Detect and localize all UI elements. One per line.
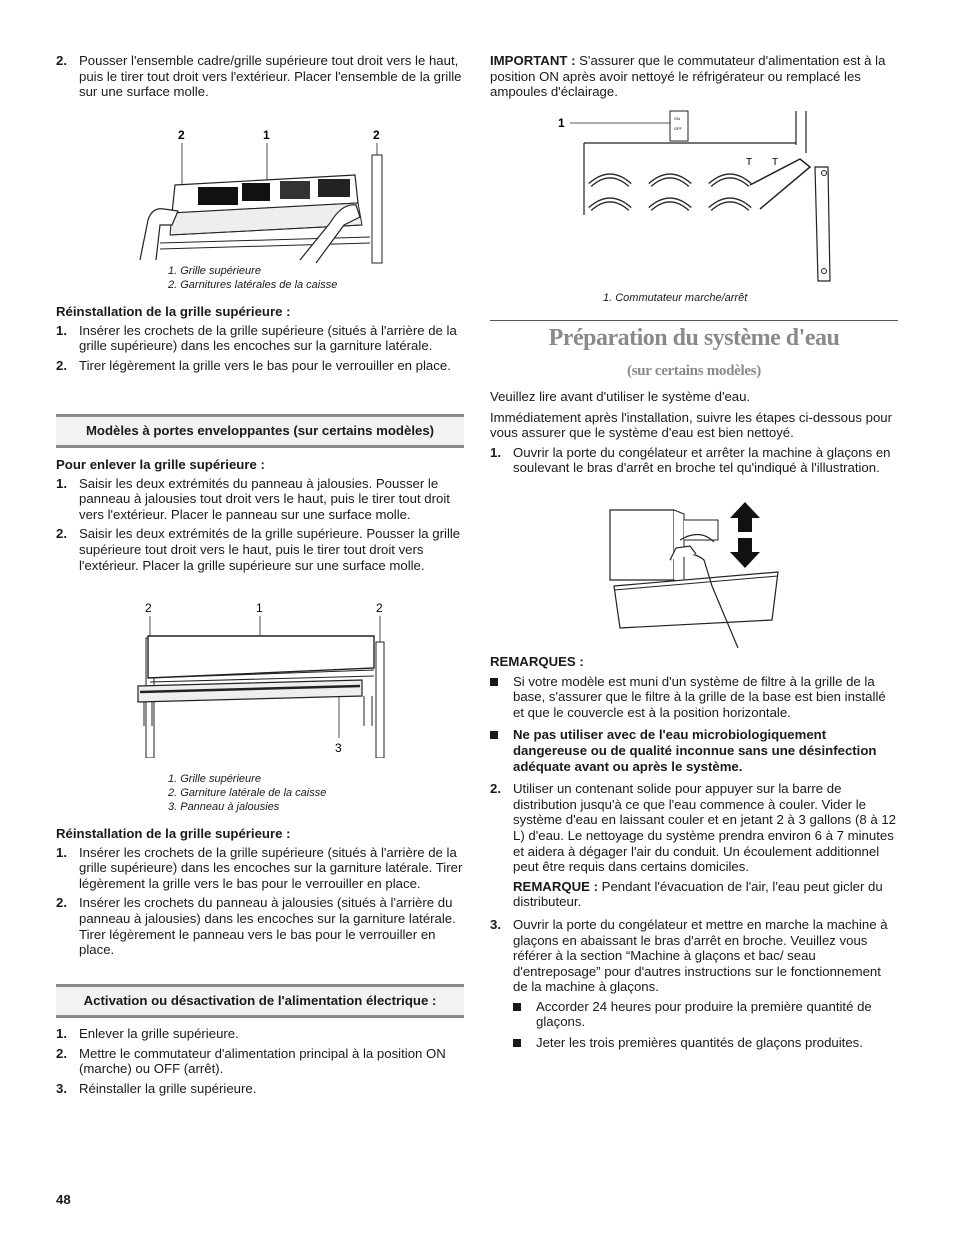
reinstall-heading-1: Réinstallation de la grille supérieure : [56,304,291,319]
fig3-switch-off: OFF [674,126,682,131]
remove-heading: Pour enlever la grille supérieure : [56,457,265,472]
bullet-icon [513,1003,521,1011]
important-note [490,53,898,100]
power-step-3: Réinstaller la grille supérieure. [79,1080,257,1096]
reinstall1-step-2: Tirer légèrement la grille vers le bas pour le verrouiller en place. [79,357,451,373]
step-push-assembly: 2. Pousser l'ensemble cadre/grille supérieure tout droit vers le haut, puis le tirer tout droit vers l'extérieur. Placer l'ensemble de la grille sur une surface molle. [56,53,462,100]
svg-text:T: T [772,157,779,168]
step3-sub-1: Accorder 24 heures pour produire la première quantité de glaçons. [536,998,872,1030]
fig2-label-right: 2 [376,601,383,615]
fig1-caption-2: 2. Garnitures latérales de la caisse [168,279,338,291]
remove-step-2: Saisir les deux extrémités de la grille supérieure. Pousser la grille supérieure tout droit vers le haut, puis le tirer tout droit vers l'extérieur. Placer la grille supérieure sur une surface molle. [79,526,461,573]
reinstall-section-1: Réinstallation de la grille supérieure : 1. Insérer les crochets de la grille supérieure (situés à l'arrière de la grille supérieure) dans les encoches sur la garniture latérale. 2. Tirer légèrement la grille vers le bas pour le verrouiller en place. [56,304,464,373]
figure-upper-grille [130,125,400,265]
step3-sub-2: Jeter les trois premières quantités de glaçons produites. [536,1035,863,1051]
fig2-label-mid: 1 [256,601,263,615]
remark-1: Si votre modèle est muni d'un système de filtre à la grille de la base, s'assurer que le filtre à la grille de la base est bien installé et que le couvercle est à la position horizontale. [513,673,886,720]
page-number: 48 [56,1192,71,1207]
intro-2: Immédiatement après l'installation, suivre les étapes ci-dessous pour vous assurer que le système d'eau est bien nettoyé. [490,409,892,441]
fig2-caption-3: 3. Panneau à jalousies [168,801,280,813]
fig1-label-mid: 1 [263,128,270,142]
svg-text:T: T [746,157,753,168]
remove-section: Pour enlever la grille supérieure : 1. Saisir les deux extrémités du panneau à jalousies. Pousser le panneau à jalousies tout droit vers le haut, puis le tirer tout droit vers l'extérieur. Placer le panneau sur une surface molle. 2. Saisir les deux extrémités de la grille supérieure. Pousser la grille supérieure tout droit vers le haut, puis le tirer tout droit vers l'extérieur. Placer la grille supérieure sur une surface molle. [56,457,464,573]
reinstall-section-2: Réinstallation de la grille supérieure : 1. Insérer les crochets de la grille supérieure (situés à l'arrière de la grille supérieure) dans les encoches sur la garniture latérale. Tirer légèrement la grille vers le bas pour le verrouiller en place. 2. Insérer les crochets du panneau à jalousies (situés à l'arrière du panneau à jalousies) dans les encoches sur la garniture latérale. Tirer légèrement le panneau vers le bas pour le verrouiller en place. [56,826,463,958]
fig3-label: 1 [558,116,565,130]
fig2-caption-2: 2. Garniture latérale de la caisse [168,787,327,799]
fig2-label-bottom: 3 [335,741,342,755]
power-step-2: Mettre le commutateur d'alimentation principal à la position ON (marche) ou OFF (arrêt). [79,1045,446,1077]
water-step-2: Utiliser un contenant solide pour appuyer sur la barre de distribution jusqu'à ce que l'eau commence à couler. Vider le système d'eau en laissant couler et en jetant 2 à 3 gallons (8 à 12 L) d'eau. Le nettoyage du système prendra environ 6 à 7 minutes et aidera à dégager l'air du conduit. Un écoulement additionnel peut être requis dans certains domiciles. [513,781,896,875]
remarks-heading: REMARQUES : [490,654,584,669]
remark-2: Ne pas utiliser avec de l'eau microbiologiquement dangereuse ou de qualité inconnue sans une désinfection adéquate avant ou après le système. [513,727,877,774]
step-text: Pousser l'ensemble cadre/grille supérieure tout droit vers le haut, puis le tirer tout droit vers l'extérieur. Placer l'ensemble de la grille sur une surface molle. [79,53,462,100]
fig1-label-left: 2 [178,128,185,142]
figure-icemaker-arm [600,500,790,648]
water-step-1: Ouvrir la porte du congélateur et arrêter la machine à glaçons en soulevant le bras d'arrêt en broche tel qu'indiqué à l'illustration. [513,444,891,476]
power-step-1: Enlever la grille supérieure. [79,1026,239,1041]
fig3-switch-on: ON [674,116,680,121]
bullet-icon [490,731,498,739]
reinstall1-step-1: Insérer les crochets de la grille supérieure (situés à l'arrière de la grille supérieure) dans les encoches sur la garniture latérale. [79,322,457,354]
water-step-3: Ouvrir la porte du congélateur et mettre en marche la machine à glaçons en abaissant le bras d'arrêt en broche. Veuillez vous référer à la section “Machine à glaçons et bac/ seau d'entreposage” pour d'autres instructions sur le fonctionnement de la machine à glaçons. [513,916,888,995]
fig2-label-left: 2 [145,601,152,615]
page-section-title: Préparation du système d'eau [548,325,840,351]
remarks-block: REMARQUES : Si votre modèle est muni d'un système de filtre à la grille de la base, s'assurer que le filtre à la grille de la base est bien installé et que le couvercle est à la position horizontale. Ne pas utiliser avec de l'eau microbiologiquement dangereuse ou de qualité inconnue sans une désinfection adéquate avant ou après le système. 2. Utiliser un contenant solide pour appuyer sur la barre de distribution jusqu'à ce que l'eau commence à couler. Vider le système d'eau en laissant couler et en jetant 2 à 3 gallons (8 à 12 L) d'eau. Le nettoyage du système prendra environ 6 à 7 minutes et aidera à dégager l'air du conduit. Un écoulement additionnel peut être requis dans certains domiciles. REMARQUE : Pendant l'évacuation de l'air, l'eau peut gicler du distributeur. 3. Ouvrir la porte du congélateur et mettre en marche la machine à glaçons en abaissant le bras d'arrêt en broche. Veuillez vous référer à la section “Machine à glaçons et bac/ seau d'entreposage” pour d'autres instructions sur le fonctionnement de la machine à glaçons. Accorder 24 heures pour produire la première quantité de glaçons. Jeter les trois premières quantités de glaçons produites. [490,654,896,1051]
fig2-captions [168,772,326,814]
figure-louvered-panel [130,598,400,758]
section-wraparound-doors: Modèles à portes enveloppantes (sur certains modèles) [56,414,464,448]
step2-note-text: Pendant l'évacuation de l'air, l'eau peut gicler du distributeur. [513,878,883,910]
divider [490,320,898,321]
section-power: Activation ou désactivation de l'alimentation électrique : [56,984,464,1018]
important-label: IMPORTANT : [490,53,576,68]
step2-note-label: REMARQUE : [513,878,598,894]
reinstall2-step-2: Insérer les crochets du panneau à jalousies (situés à l'arrière du panneau à jalousies) dans les encoches sur la garniture latérale. Tirer légèrement le panneau vers le bas pour le verrouiller en place. [79,895,456,958]
reinstall2-step-1: Insérer les crochets de la grille supérieure (situés à l'arrière de la grille supérieure) dans les encoches sur la garniture latérale. Tirer légèrement la grille vers le bas pour le verrouiller en place. [79,844,463,891]
fig1-captions [168,264,337,292]
fig1-label-right: 2 [373,128,380,142]
fig1-caption-1: 1. Grille supérieure [168,265,261,277]
fig2-caption-1: 1. Grille supérieure [168,773,261,785]
fig3-caption: 1. Commutateur marche/arrêt [603,292,748,304]
page-section-subtitle: (sur certains modèles) [627,363,761,379]
important-text: S'assurer que le commutateur d'alimentation est à la position ON après avoir nettoyé le réfrigérateur ou remplacé les ampoules d'éclairage. [490,53,886,100]
intro-block: Veuillez lire avant d'utiliser le système d'eau. Immédiatement après l'installation, suivre les étapes ci-dessous pour vous assurer que le système d'eau est bien nettoyé. 1. Ouvrir la porte du congélateur et arrêter la machine à glaçons en soulevant le bras d'arrêt en broche tel qu'indiqué à l'illustration. [490,389,898,476]
power-steps: 1. Enlever la grille supérieure. 2. Mettre le commutateur d'alimentation principal à la position ON (marche) ou OFF (arrêt). 3. Réinstaller la grille supérieure. [56,1026,446,1096]
bullet-icon [513,1039,521,1047]
intro-1: Veuillez lire avant d'utiliser le système d'eau. [490,389,751,404]
reinstall-heading-2: Réinstallation de la grille supérieure : [56,826,291,841]
figure-power-switch [550,105,840,285]
remove-step-1: Saisir les deux extrémités du panneau à jalousies. Pousser le panneau à jalousies tout droit vers le haut, puis le tirer tout droit vers l'extérieur. Placer le panneau sur une surface molle. [79,475,450,522]
bullet-icon [490,678,498,686]
